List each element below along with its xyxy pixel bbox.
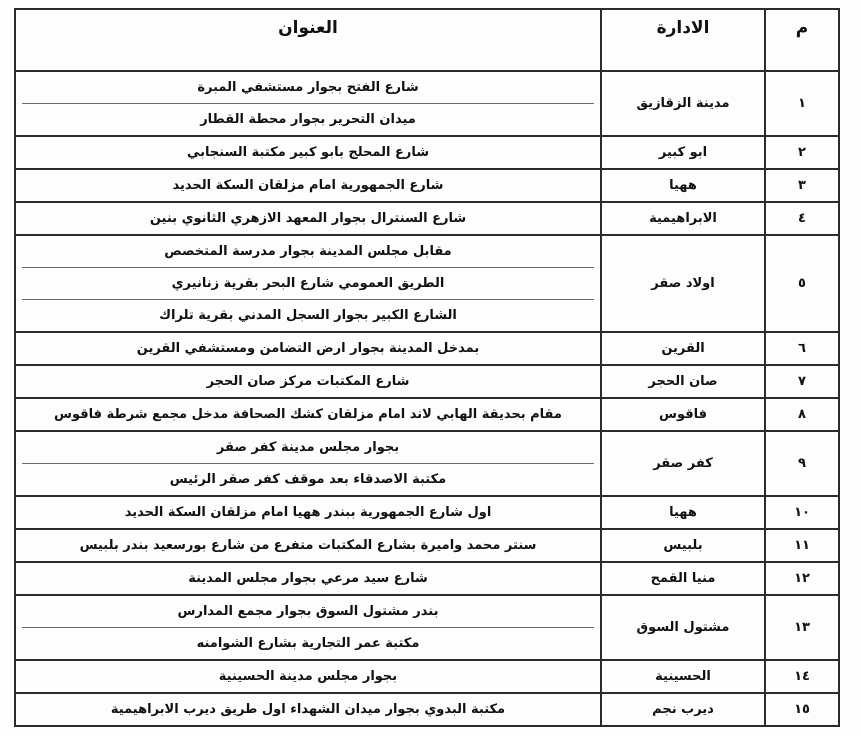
address-line: الطريق العمومي شارع البحر بقرية زنانيري xyxy=(22,268,594,300)
department-name: القرين xyxy=(601,332,765,365)
table-row xyxy=(15,71,839,136)
department-name: مدينة الزقازيق xyxy=(601,71,765,136)
address-line: مكتبة الاصدقاء بعد موقف كفر صقر الرئيس xyxy=(169,472,447,487)
row-number: ٦ xyxy=(765,332,839,365)
department-name: بلبيس xyxy=(601,529,765,562)
row-number: ١٥ xyxy=(765,693,839,726)
address-line: مقابل مجلس المدينة بجوار مدرسة المتخصص xyxy=(22,236,594,268)
table-row xyxy=(15,169,839,202)
table-row xyxy=(15,431,839,496)
address-line: بجوار مجلس مدينة كفر صقر xyxy=(22,432,594,464)
row-number: ٤ xyxy=(765,202,839,235)
department-name: ابو كبير xyxy=(601,136,765,169)
address-line: شارع المحلج بابو كبير مكتبة السنجابي xyxy=(186,145,430,160)
header-num: م xyxy=(765,9,839,71)
department-name: مشتول السوق xyxy=(601,595,765,660)
address-cell xyxy=(15,365,601,398)
address-cell xyxy=(15,169,601,202)
table-row xyxy=(15,693,839,726)
address-line: ميدان التحرير بجوار محطة القطار xyxy=(200,112,416,127)
address-cell xyxy=(15,235,601,332)
address-cell xyxy=(15,660,601,693)
department-name: كفر صقر xyxy=(601,431,765,496)
table-row xyxy=(15,398,839,431)
address-cell xyxy=(15,529,601,562)
table-row xyxy=(15,529,839,562)
address-line: شارع الجمهورية امام مزلقان السكة الحديد xyxy=(172,178,444,193)
address-line: شارع سيد مرعي بجوار مجلس المدينة xyxy=(188,571,428,586)
department-name: الحسينية xyxy=(601,660,765,693)
department-name: صان الحجر xyxy=(601,365,765,398)
department-name: ههيا xyxy=(601,169,765,202)
row-number: ٣ xyxy=(765,169,839,202)
address-line: مكتبة عمر التجارية بشارع الشوامنه xyxy=(196,636,420,651)
table-header-row xyxy=(15,9,839,71)
table-row xyxy=(15,660,839,693)
department-name: منيا القمح xyxy=(601,562,765,595)
address-cell xyxy=(15,136,601,169)
address-line: شارع المكتبات مركز صان الحجر xyxy=(206,374,410,389)
address-cell xyxy=(15,431,601,496)
department-name: ههيا xyxy=(601,496,765,529)
department-name: اولاد صقر xyxy=(601,235,765,332)
address-cell xyxy=(15,496,601,529)
address-line: بمدخل المدينة بجوار ارض التضامن ومستشفي القرين xyxy=(136,341,480,356)
row-number: ١٠ xyxy=(765,496,839,529)
address-cell xyxy=(15,202,601,235)
department-name: الابراهيمية xyxy=(601,202,765,235)
table-row xyxy=(15,365,839,398)
address-line: مقام بحديقة الهابي لاند امام مزلقان كشك الصحافة مدخل مجمع شرطة فاقوس xyxy=(54,407,562,422)
locations-table xyxy=(14,8,840,727)
row-number: ٨ xyxy=(765,398,839,431)
address-line: اول شارع الجمهورية ببندر ههيا امام مزلقان السكة الحديد xyxy=(124,505,492,520)
header-dept: الادارة xyxy=(601,9,765,71)
row-number: ١٢ xyxy=(765,562,839,595)
table-row xyxy=(15,332,839,365)
row-number: ٩ xyxy=(765,431,839,496)
address-cell xyxy=(15,595,601,660)
address-line: شارع الفتح بجوار مستشفي المبرة xyxy=(22,72,594,104)
table-row xyxy=(15,496,839,529)
address-line: بجوار مجلس مدينة الحسينية xyxy=(218,669,398,684)
table-row xyxy=(15,202,839,235)
address-cell xyxy=(15,398,601,431)
row-number: ١ xyxy=(765,71,839,136)
address-line: سنتر محمد واميرة بشارع المكتبات متفرع من شارع بورسعيد بندر بلبيس xyxy=(79,538,537,553)
row-number: ١١ xyxy=(765,529,839,562)
row-number: ١٤ xyxy=(765,660,839,693)
row-number: ٢ xyxy=(765,136,839,169)
address-line: مكتبة البدوي بجوار ميدان الشهداء اول طريق ديرب الابراهيمية xyxy=(110,702,506,717)
department-name: فاقوس xyxy=(601,398,765,431)
table-row xyxy=(15,136,839,169)
address-cell xyxy=(15,562,601,595)
table-row xyxy=(15,235,839,332)
address-cell xyxy=(15,71,601,136)
address-cell xyxy=(15,332,601,365)
row-number: ٧ xyxy=(765,365,839,398)
table-row xyxy=(15,562,839,595)
header-address: العنوان xyxy=(15,9,601,71)
table-row xyxy=(15,595,839,660)
table-body xyxy=(15,71,839,726)
address-line: الشارع الكبير بجوار السجل المدني بقرية تلراك xyxy=(159,308,457,323)
department-name: ديرب نجم xyxy=(601,693,765,726)
address-line: بندر مشتول السوق بجوار مجمع المدارس xyxy=(22,596,594,628)
row-number: ٥ xyxy=(765,235,839,332)
row-number: ١٣ xyxy=(765,595,839,660)
address-cell xyxy=(15,693,601,726)
address-line: شارع السنترال بجوار المعهد الازهري الثانوي بنين xyxy=(149,211,467,226)
